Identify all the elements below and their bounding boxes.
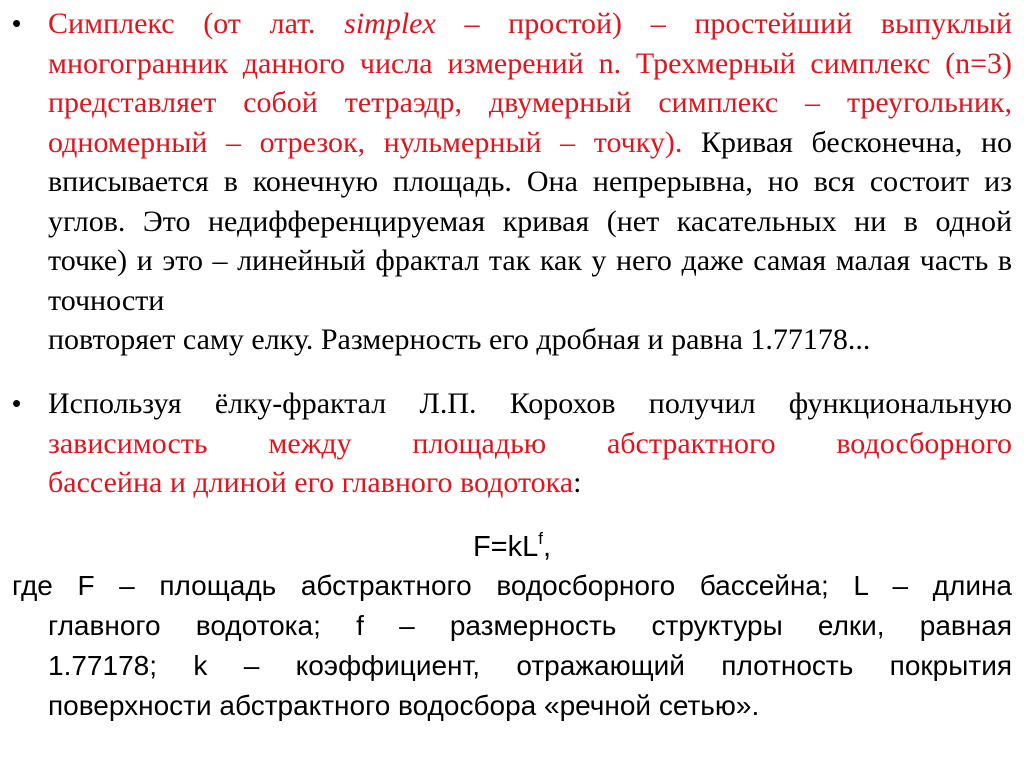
curve-line-7: кривая (нет касательных ни в одной точке) и это – линейный	[48, 204, 1012, 277]
legend-line-2: главного водотока; f – размерность структуры елки, равная	[48, 610, 1012, 641]
legend-line-4: поверхности абстрактного водосбора «речной сетью».	[48, 690, 760, 721]
bullet-text-simplex	[48, 4, 1012, 360]
formula-base: F=kL	[472, 531, 539, 563]
curve-line-9: повторяет саму елку. Размерность его дробная и равна 1.77178...	[48, 323, 871, 356]
curve-line-8: фрактал так как у него даже самая малая часть в точности	[48, 244, 1012, 317]
simplex-line-1: Симплекс (от лат. simplex – простой) – простейший выпуклый	[48, 7, 1012, 40]
simplex-line-2: многогранник данного числа измерений n. Трехмерный симплекс	[48, 46, 931, 80]
legend-line-1: где F – площадь абстрактного водосборного бассейна; L – длина	[12, 570, 1012, 601]
korokhov-line-1: Используя ёлку-фрактал Л.П. Корохов получил функциональную	[48, 387, 1012, 420]
bullet-item-korokhov	[12, 384, 1012, 503]
simplex-line-3: (n=3) представляет собой тетраэдр, двумерный симплекс –	[48, 46, 1012, 119]
bullet-icon: •	[12, 388, 22, 418]
formula-exponent: f	[538, 529, 543, 548]
korokhov-line-2: зависимость между площадью абстрактного водосборного	[48, 426, 1012, 460]
formula	[0, 520, 1024, 566]
legend-paragraph	[12, 566, 1012, 726]
curve-line-5: Кривая бесконечна, но вписывается в конечную площадь. Она	[48, 125, 1012, 198]
legend-line-3: 1.77178; k – коэффициент, отражающий плотность покрытия	[48, 650, 1012, 681]
simplex-line-4: треугольник, одномерный – отрезок, нульмерный – точку).	[48, 86, 1012, 159]
bullet-item-simplex	[12, 4, 1012, 360]
formula-tail: ,	[542, 531, 552, 563]
curve-line-6: непрерывна, но вся состоит из углов. Это недифференцируемая	[48, 165, 1012, 238]
bullet-text-korokhov	[48, 384, 1012, 503]
bullet-icon: •	[12, 8, 22, 38]
korokhov-line-3: бассейна и длиной его главного водотока:	[48, 466, 582, 499]
